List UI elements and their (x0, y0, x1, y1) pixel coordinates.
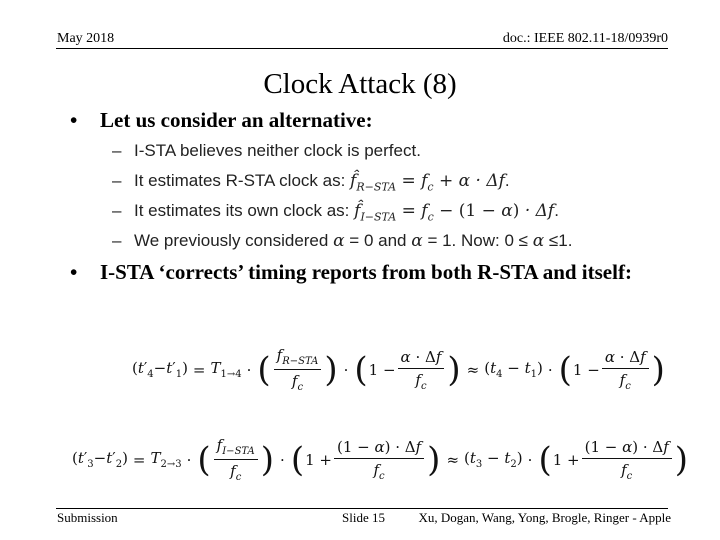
bullet-alternative-text: Let us consider an alternative: (100, 108, 373, 132)
sub-bullet-4-mid1: = 0 and (349, 231, 407, 250)
sub-bullet-4-end: ≤1. (548, 231, 573, 250)
sub-bullet-2-text: It estimates R-STA clock as: (134, 171, 346, 190)
footer-submission: Submission (57, 510, 118, 525)
header-rule (56, 48, 668, 49)
footer-authors: Xu, Dogan, Wang, Yong, Brogle, Ringer - Apple (418, 510, 671, 525)
header-date: May 2018 (57, 31, 115, 46)
sub-bullet-4: – We previously considered α = 0 and α = 1. Now: 0 ≤ α ≤1. (112, 231, 573, 251)
dash: – (112, 201, 122, 220)
sub-bullet-1 (112, 141, 421, 161)
sub-bullet-4-text: We previously considered (134, 231, 329, 250)
sub-bullet-1-text: I-STA believes neither clock is perfect. (134, 141, 421, 160)
footer-slide-number: Slide 15 (342, 510, 385, 525)
bullet-dot: • (70, 260, 78, 284)
formula-i-sta-estimate: $f̂_{I-STA} = f_c - (1 - \alpha) \cdot \Delta f$ (354, 201, 555, 224)
header-doc-id: doc.: IEEE 802.11-18/0939r0 (502, 31, 668, 46)
bullet-alternative (70, 108, 373, 133)
bullet-corrects (70, 258, 670, 300)
slide-title: Clock Attack (8) (263, 68, 457, 100)
dash: – (112, 141, 122, 160)
sub-bullet-4-mid2: = 1. Now: 0 ≤ (427, 231, 528, 250)
sub-bullet-2: – It estimates R-STA clock as: $f̂_{R-STA} = f_c + \alpha \cdot \Delta f$. (112, 171, 510, 194)
equation-1: $(t'_4-t'_1)$ = $T_{1\to 4}$ · ( $\frac{f_{R-STA}}{f_c}$ ) · ( 1 − $\frac{\alpha \cdot \Delta f}{f_c}$ ) ≈ $(t_4 - t_1)$ · ( 1 − $\frac{\alpha \cdot \Delta f}{f_c}$ ) (132, 346, 665, 393)
sub-bullet-3-text: It estimates its own clock as: (134, 201, 350, 220)
equation-2: $(t'_3-t'_2)$ = $T_{2\to 3}$ · ( $\frac{f_{I-STA}}{f_c}$ ) · ( 1 + $\frac{(1 - \alpha) \cdot \Delta f}{f_c}$ ) ≈ $(t_3 - t_2)$ · ( 1 + $\frac{(1 - \alpha) \cdot \Delta f}{f_c}$ ) (72, 436, 689, 483)
bullet-corrects-text: I-STA ‘corrects’ timing reports from both R-STA and itself: (100, 260, 632, 284)
bullet-dot: • (70, 108, 78, 132)
sub-bullet-3: – It estimates its own clock as: $f̂_{I-STA} = f_c - (1 - \alpha) \cdot \Delta f$. (112, 201, 559, 224)
dash: – (112, 231, 122, 250)
dash: – (112, 171, 122, 190)
formula-r-sta-estimate: $f̂_{R-STA} = f_c + \alpha \cdot \Delta f$ (350, 171, 505, 194)
footer-rule (56, 508, 668, 509)
